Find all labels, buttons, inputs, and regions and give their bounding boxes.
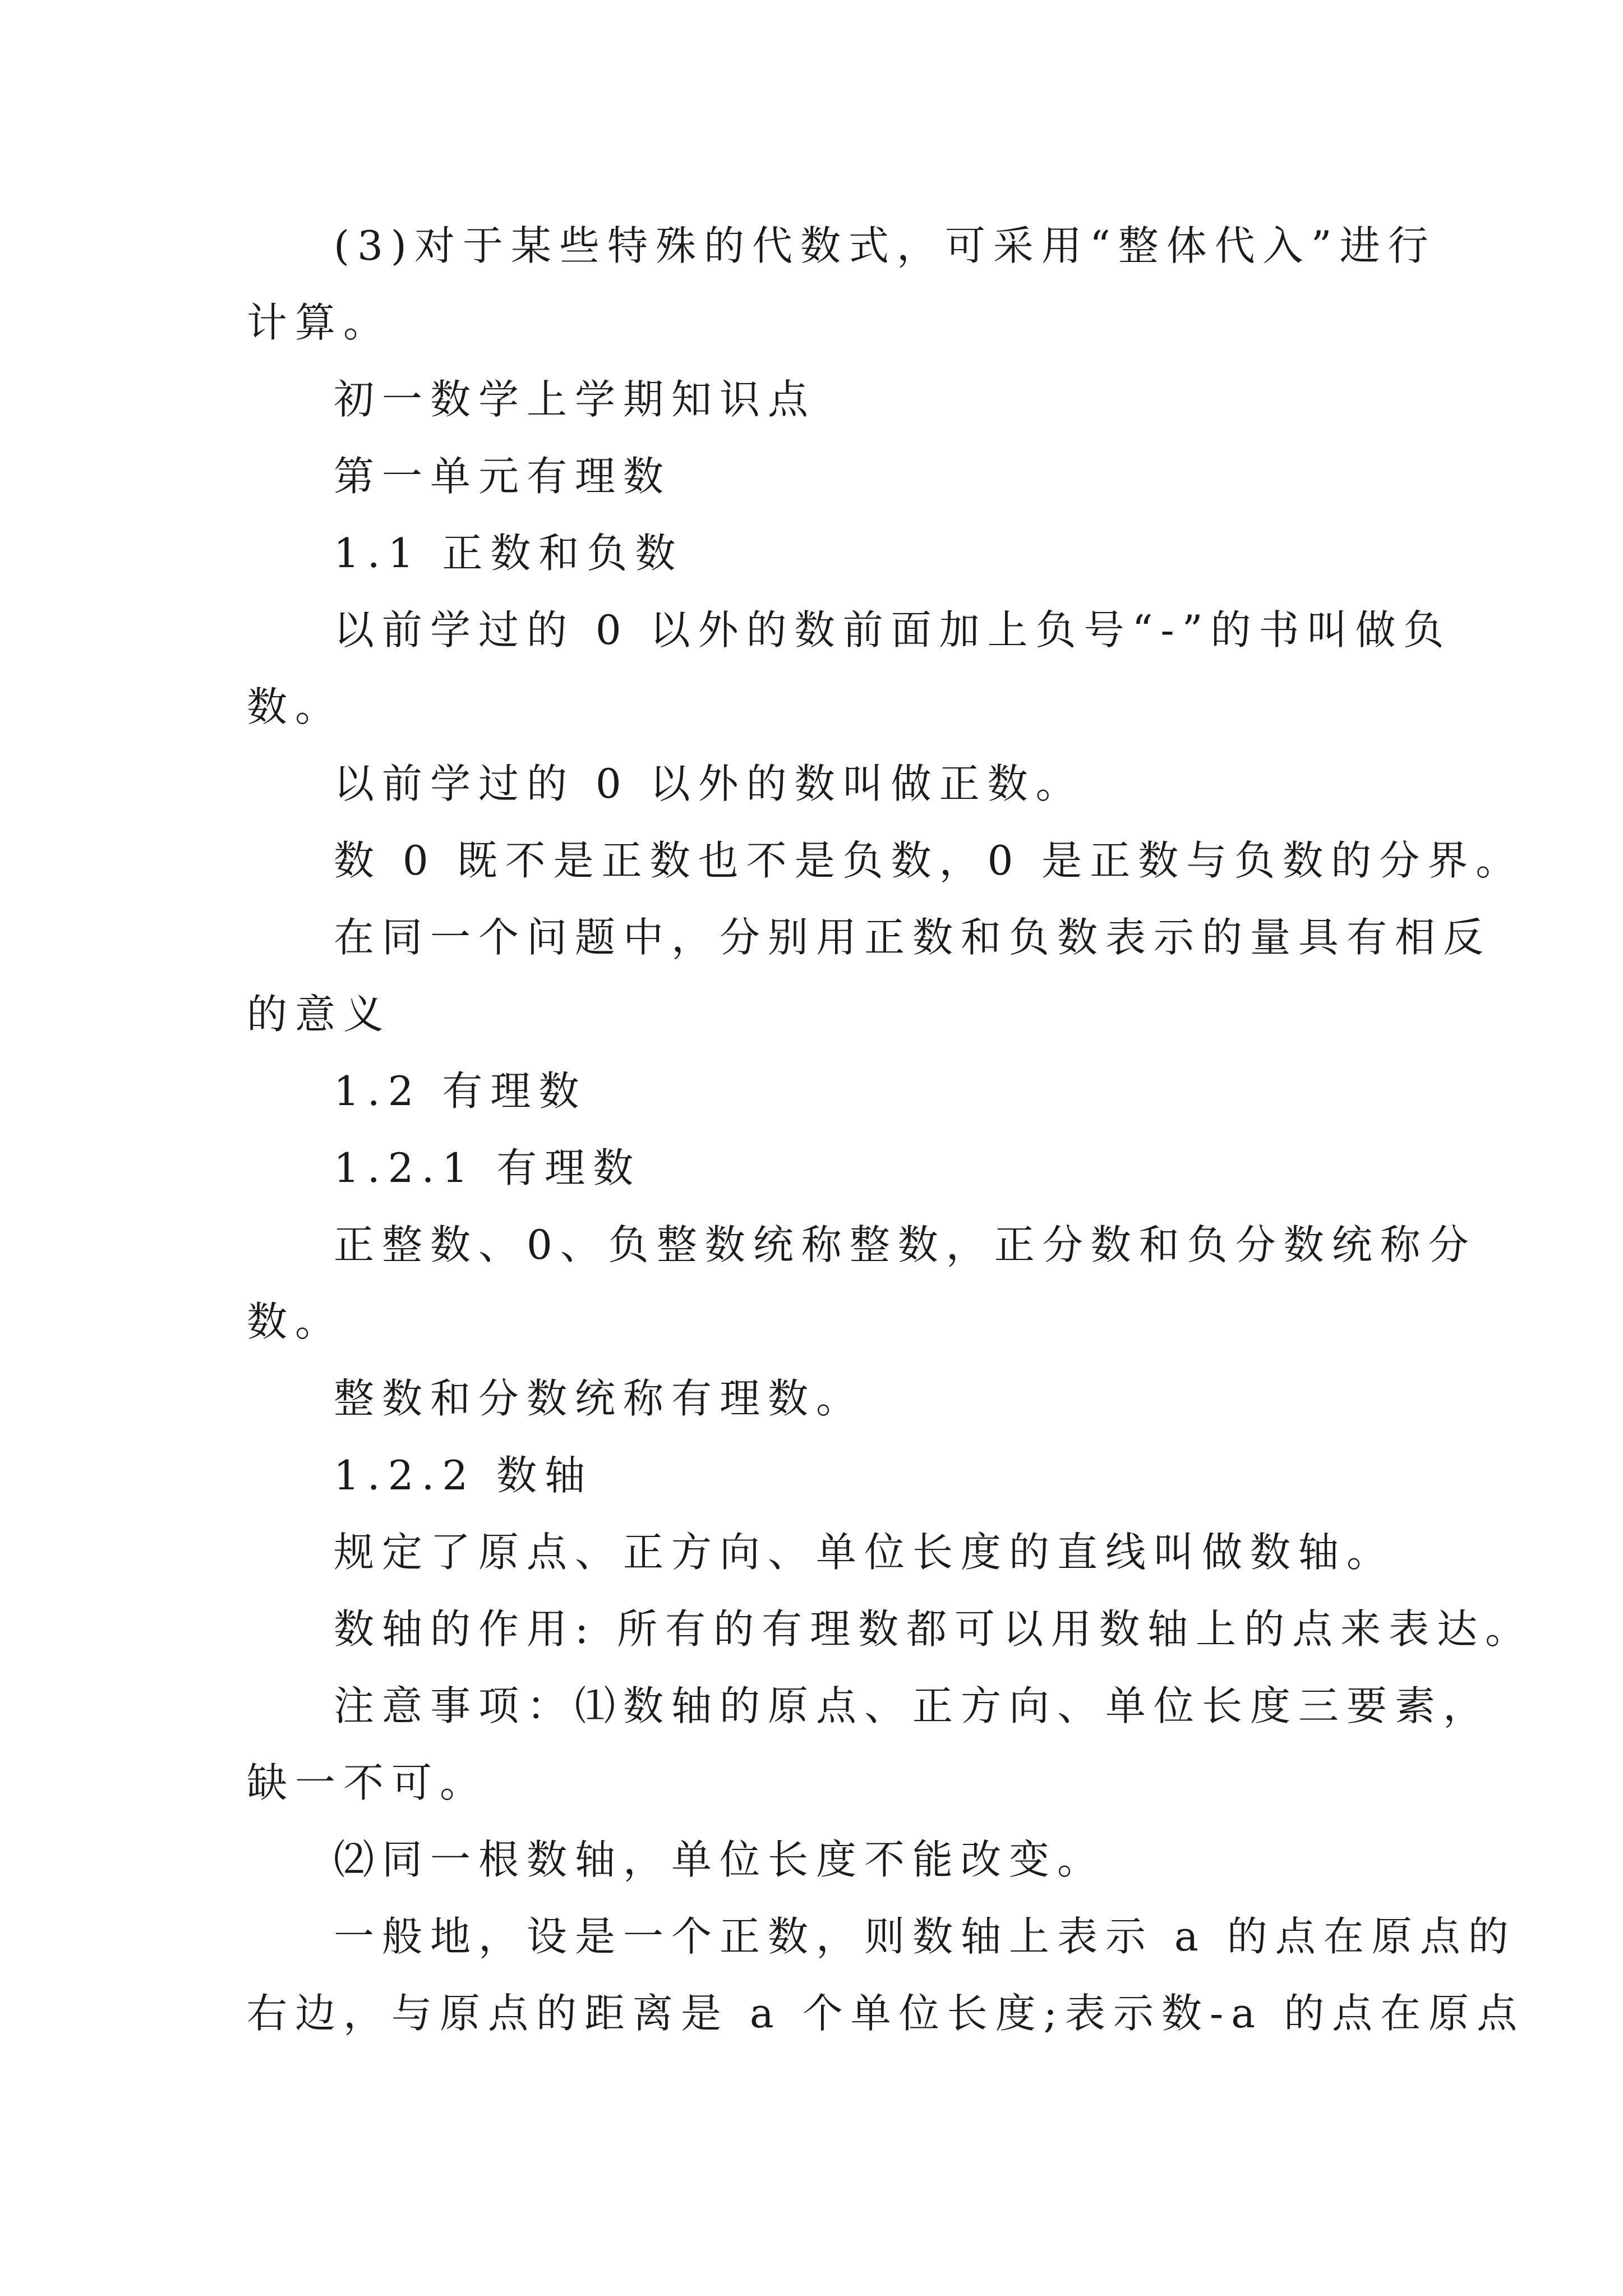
subsection-heading: 1.2.2 数轴 [334,1452,593,1499]
paragraph-line: 数 0 既不是正数也不是负数，0 是正数与负数的分界。 [334,837,1524,884]
paragraph-line: 数。 [247,1298,344,1345]
paragraph-line: 数。 [247,683,344,730]
paragraph-line: 正整数、0、负整数统称整数，正分数和负分数统称分 [334,1221,1477,1268]
paragraph-line: (3)对于某些特殊的代数式，可采用“整体代入”进行 [334,222,1436,269]
subsection-heading: 1.2.1 有理数 [334,1144,642,1191]
paragraph-line: 缺一不可。 [247,1759,488,1806]
paragraph-line: 以前学过的 0 以外的数叫做正数。 [334,760,1084,807]
paragraph-line: 规定了原点、正方向、单位长度的直线叫做数轴。 [334,1529,1395,1576]
section-heading: 1.2 有理数 [334,1068,587,1115]
paragraph-line: 的意义 [247,991,392,1038]
section-title: 初一数学上学期知识点 [334,376,817,423]
paragraph-line: ⑵同一根数轴，单位长度不能改变。 [334,1836,1106,1883]
paragraph-line: 右边，与原点的距离是 a 个单位长度;表示数-a 的点在原点 [247,1990,1525,2037]
paragraph-line: 在同一个问题中，分别用正数和负数表示的量具有相反 [334,914,1492,961]
unit-heading: 第一单元有理数 [334,453,672,500]
paragraph-line: 以前学过的 0 以外的数前面加上负号“-”的书叫做负 [334,606,1452,654]
paragraph-line: 一般地，设是一个正数，则数轴上表示 a 的点在原点的 [334,1913,1516,1960]
paragraph-line: 整数和分数统称有理数。 [334,1375,865,1422]
paragraph-line: 计算。 [247,299,392,346]
paragraph-line: 注意事项：⑴数轴的原点、正方向、单位长度三要素， [334,1682,1492,1729]
document-body [247,208,1534,2052]
paragraph-line: 数轴的作用: 所有的有理数都可以用数轴上的点来表达。 [334,1605,1534,1653]
section-heading: 1.1 正数和负数 [334,530,684,577]
